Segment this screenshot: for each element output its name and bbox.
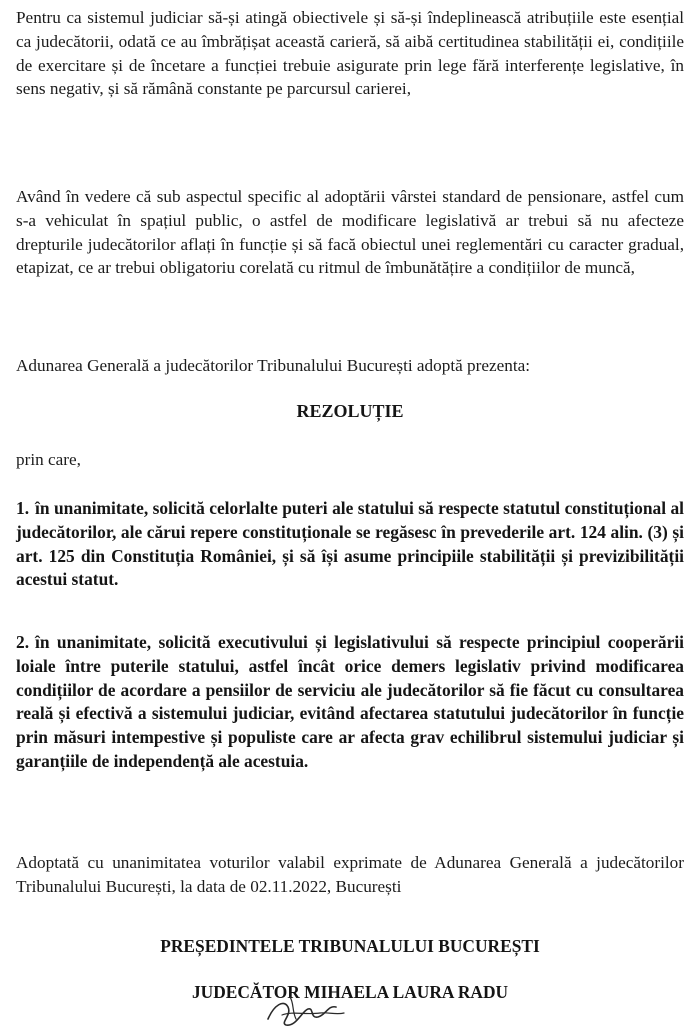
prin-care-line: prin care, [16,450,81,469]
paragraph-stability: Pentru ca sistemul judiciar să-și atingă obiectivele și să-și îndeplinească atribuțiile este esențial ca judecătorii, odată ce au îmbrățișat această carieră, să aibă certitudinea stabilității ei, condițiile de exercitare și de încetare a funcției trebuie asigurate prin lege fără interferențe legislative, în sens negativ, și să rămână constante pe parcursul carierei, [16,8,684,99]
resolution-item-2 [16,631,684,774]
item-2-number: 2. [16,632,30,652]
item-1-number: 1. [16,498,30,518]
paragraph-retirement-age: Având în vedere că sub aspectul specific al adoptării vârstei standard de pensionare, astfel cum s-a vehiculat în spațiul public, o astfel de modificare legislativă ar trebui să nu afecteze drepturile judecătorilor aflați în funcție și să facă obiectul unei reglementări cu caracter gradual, etapizat, ce ar trebui obligatoriu corelată cu ritmul de îmbunătățire a condițiilor de muncă, [16,187,684,278]
signatory-title: PREȘEDINTELE TRIBUNALULUI BUCUREȘTI [160,936,540,956]
handwritten-signature [262,985,352,1031]
signatory-name: JUDECĂTOR MIHAELA LAURA RADU [191,982,509,1002]
resolution-heading: REZOLUȚIE [296,401,404,421]
resolution-item-1 [16,497,684,592]
item-1-text: în unanimitate, solicită celorlalte puteri ale statului să respecte statutul constituțional al judecătorilor, ale cărui repere constituționale se regăsesc în prevederile art. 124 alin. (3) și art. 125 din Constituția României, și să își asume principiile stabilității și previzibilității acestui statut. [16,498,684,590]
adoption-line: Adunarea Generală a judecătorilor Tribunalului București adoptă prezenta: [16,356,531,375]
item-2-text: în unanimitate, solicită executivului și legislativului să respecte principiul cooperării loiale între puterile statului, astfel încât orice demers legislativ privind modificarea condițiilor de acordare a pensiilor de serviciu ale judecătorilor să fie făcut cu consultarea reală și efectivă a sistemului judiciar, evitând afectarea statutului judecătorilor în funcție prin măsuri intempestive și populiste care ar afecta grav echilibrul sistemului judiciar și garanțiile de independență ale acestuia. [16,632,684,771]
closing-statement: Adoptată cu unanimitatea voturilor valabil exprimate de Adunarea Generală a judecătorilor Tribunalului București, la data de 02.11.2022, București [16,853,684,896]
